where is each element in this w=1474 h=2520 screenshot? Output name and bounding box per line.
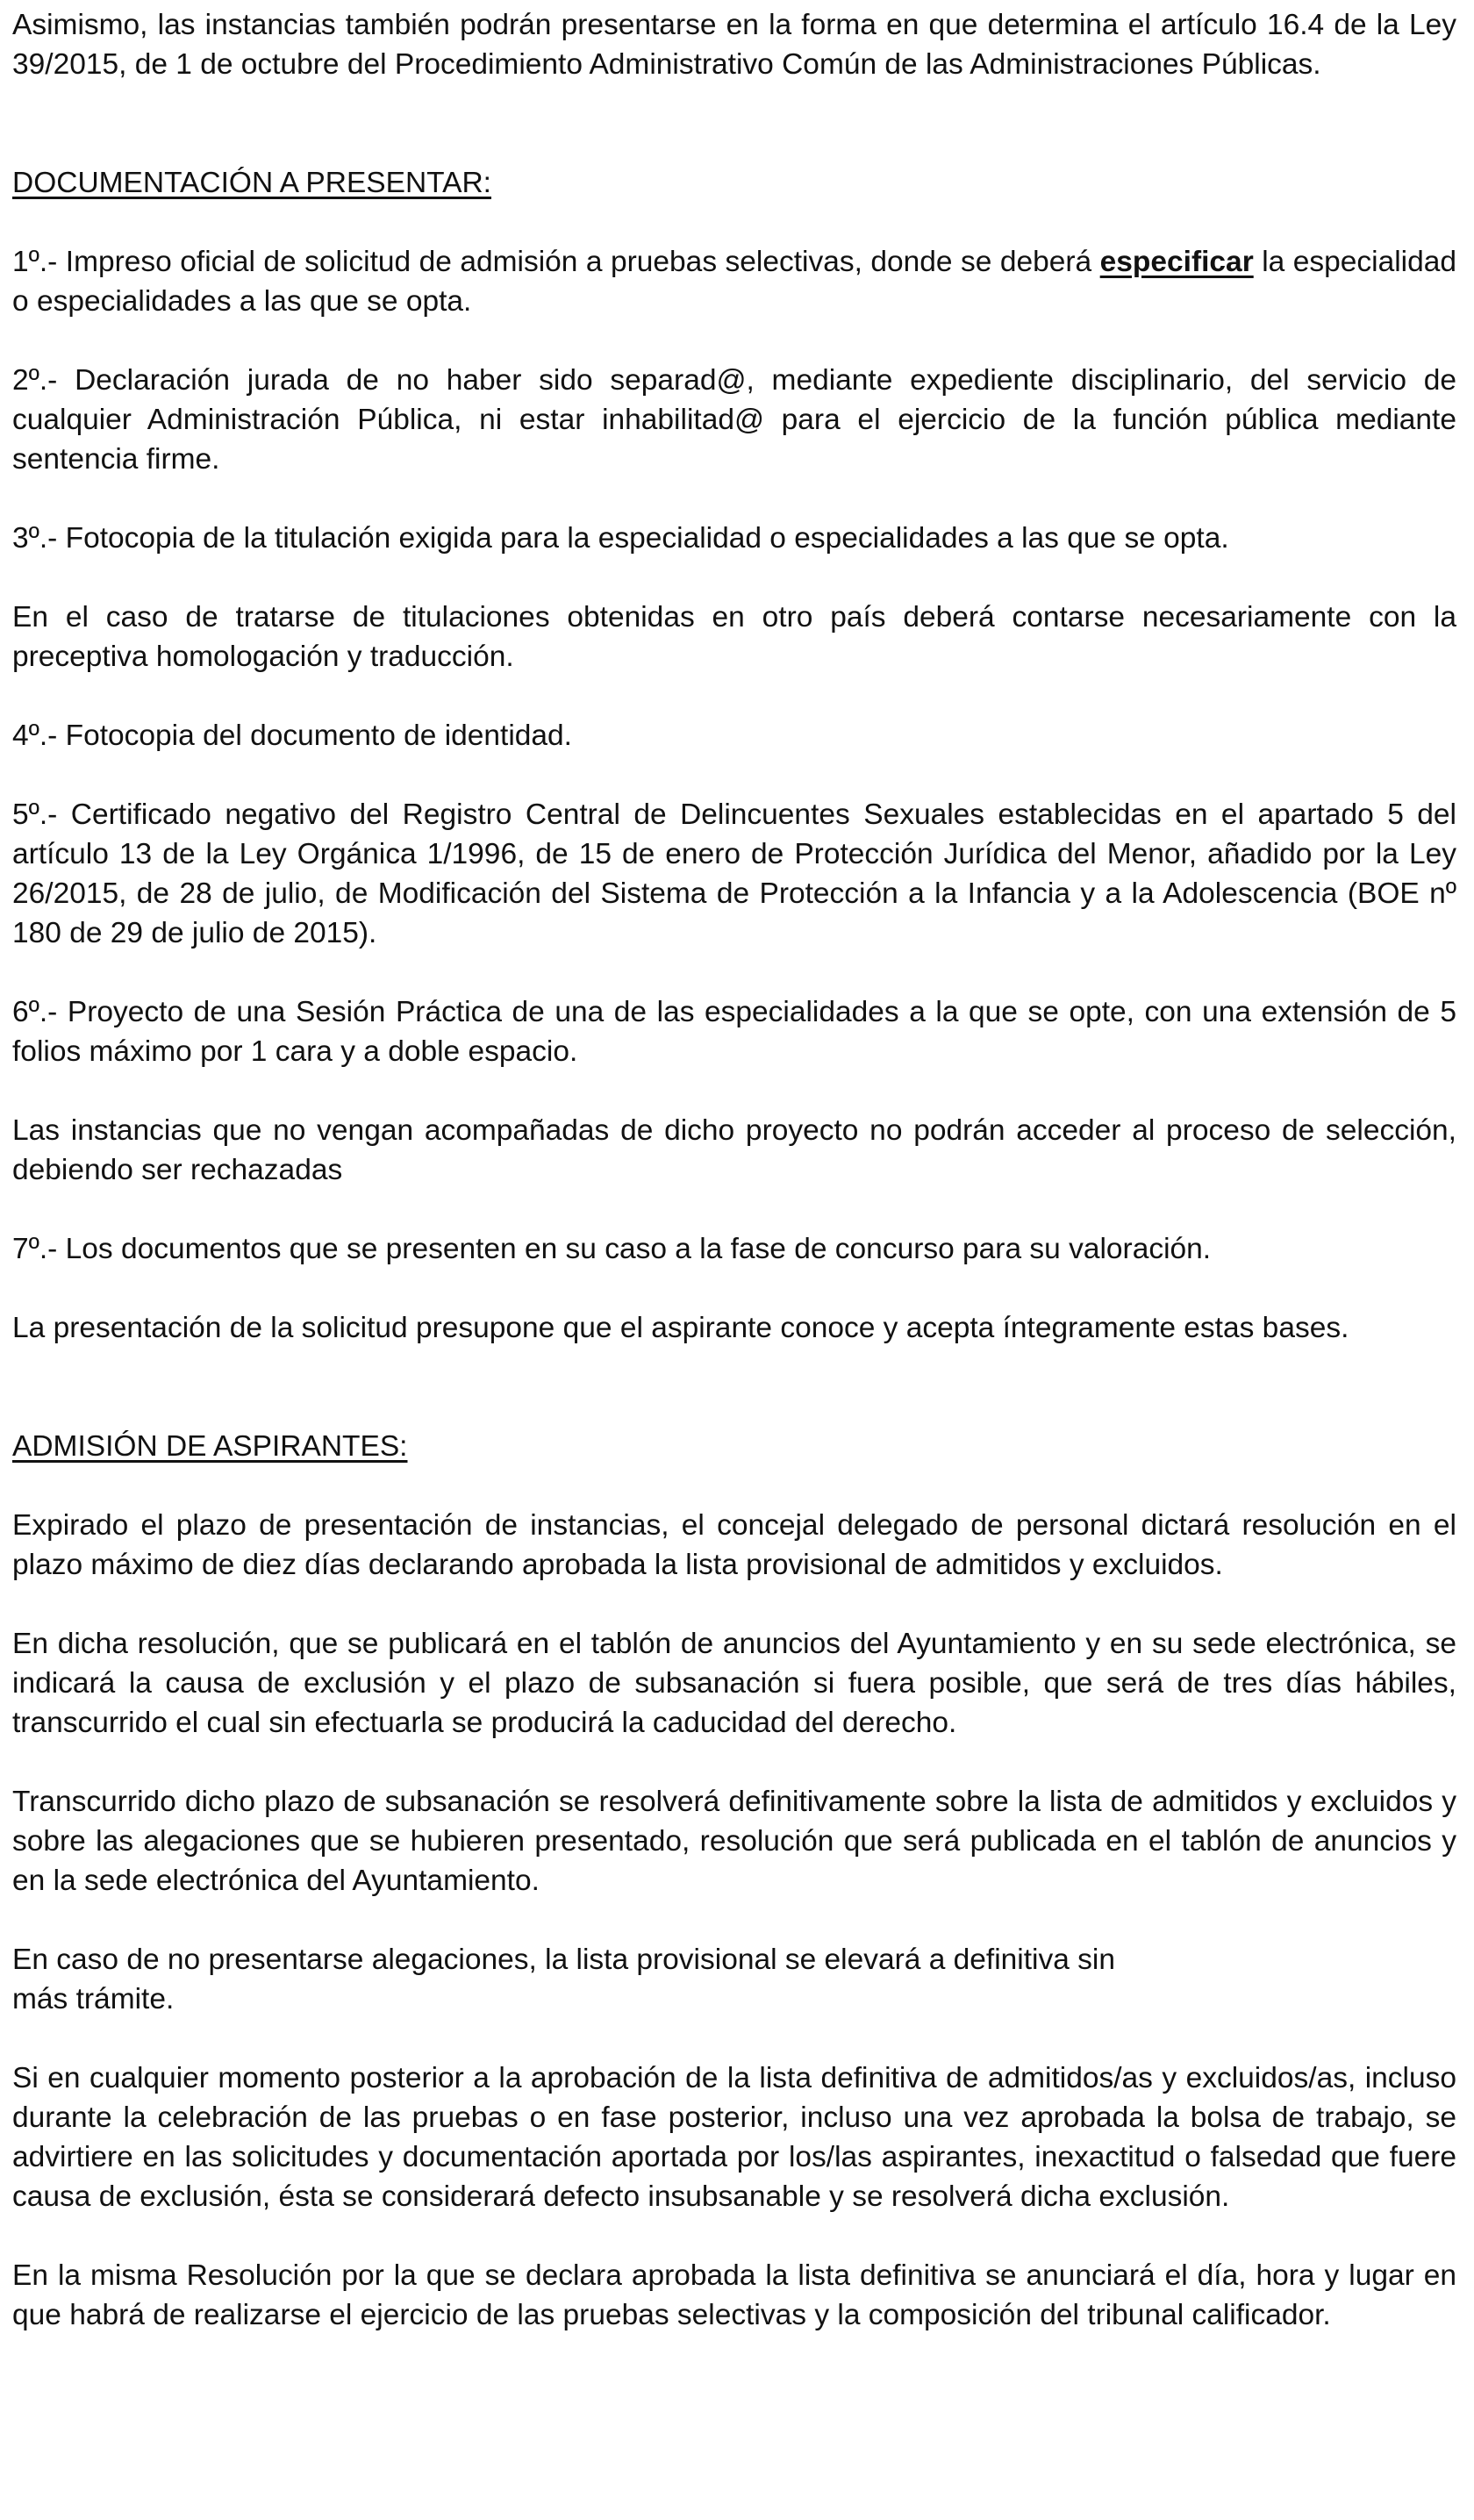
doc-item-1-text-end: la especialidad o especialidades a las que se opta. (12, 246, 1456, 318)
doc-item-2: 2º.- Declaración jurada de no haber sido separad@, mediante expediente disciplinario, del servicio de cualquier Administración Pública, ni estar inhabilitad@ para el ejercicio de la función pública mediante sentencia firme. (12, 364, 1456, 476)
doc-item-7: 7º.- Los documentos que se presenten en su caso a la fase de concurso para su valoración. (12, 1233, 1212, 1265)
admision-paragraph-4-line-1: En caso de no presentarse alegaciones, la lista provisional se elevará a definitiva sin (12, 1944, 1115, 1976)
admision-paragraph-2: En dicha resolución, que se publicará en el tablón de anuncios del Ayuntamiento y en su sede electrónica, se indicará la causa de exclusión y el plazo de subsanación si fuera posible, que será de tres días hábiles, transcurrido el cual sin efectuarla se producirá la caducidad del derecho. (12, 1628, 1456, 1739)
doc-item-6-note: Las instancias que no vengan acompañadas de dicho proyecto no podrán acceder al proceso de selección, debiendo ser rechazadas (12, 1114, 1456, 1186)
doc-item-6: 6º.- Proyecto de una Sesión Práctica de una de las especialidades a la que se opte, con una extensión de 5 folios máximo por 1 cara y a doble espacio. (12, 996, 1456, 1068)
section-heading-documentacion: DOCUMENTACIÓN A PRESENTAR: (12, 167, 491, 199)
doc-item-5: 5º.- Certificado negativo del Registro Central de Delincuentes Sexuales establecidas en el apartado 5 del artículo 13 de la Ley Orgánica 1/1996, de 15 de enero de Protección Jurídica del Menor, añadido por la Ley 26/2015, de 28 de julio, de Modificación del Sistema de Protección a la Infancia y a la Adolescencia (BOE nº 180 de 29 de julio de 2015). (12, 798, 1456, 949)
admision-paragraph-1: Expirado el plazo de presentación de instancias, el concejal delegado de personal dictará resolución en el plazo máximo de diez días declarando aprobada la lista provisional de admitidos y excluidos. (12, 1509, 1456, 1581)
admision-paragraph-5: Si en cualquier momento posterior a la aprobación de la lista definitiva de admitidos/as y excluidos/as, incluso durante la celebración de las pruebas o en fase posterior, incluso una vez aprobada la bolsa de trabajo, se advirtiere en las solicitudes y documentación aportada por los/las aspirantes, inexactitud o falsedad que fuere causa de exclusión, ésta se considerará defecto insubsanable y se resolverá dicha exclusión. (12, 2062, 1456, 2213)
admision-paragraph-4-line-2: más trámite. (12, 1983, 175, 2015)
admision-paragraph-4 (12, 1940, 1456, 2019)
doc-item-1-text: 1º.- Impreso oficial de solicitud de admisión a pruebas selectivas, donde se deberá (12, 246, 1100, 278)
doc-item-3: 3º.- Fotocopia de la titulación exigida para la especialidad o especialidades a las que se opta. (12, 522, 1229, 555)
admision-paragraph-3: Transcurrido dicho plazo de subsanación se resolverá definitivamente sobre la lista de admitidos y excluidos y sobre las alegaciones que se hubieren presentado, resolución que será publicada en el tablón de anuncios y en la sede electrónica del Ayuntamiento. (12, 1786, 1456, 1897)
doc-item-1 (12, 242, 1456, 321)
admision-paragraph-6: En la misma Resolución por la que se declara aprobada la lista definitiva se anunciará el día, hora y lugar en que habrá de realizarse el ejercicio de las pruebas selectivas y la composición del tribunal calificador. (12, 2259, 1456, 2331)
section-heading-admision: ADMISIÓN DE ASPIRANTES: (12, 1430, 408, 1463)
document-page (12, 5, 1456, 2335)
doc-item-3-note: En el caso de tratarse de titulaciones obtenidas en otro país deberá contarse necesariamente con la preceptiva homologación y traducción. (12, 601, 1456, 673)
intro-paragraph: Asimismo, las instancias también podrán presentarse en la forma en que determina el artículo 16.4 de la Ley 39/2015, de 1 de octubre del Procedimiento Administrativo Común de las Administraciones Públicas. (12, 9, 1456, 81)
doc-item-4: 4º.- Fotocopia del documento de identidad. (12, 719, 572, 752)
doc-closing-paragraph: La presentación de la solicitud presupone que el aspirante conoce y acepta íntegramente estas bases. (12, 1312, 1349, 1344)
doc-item-1-emphasis: especificar (1099, 246, 1254, 278)
